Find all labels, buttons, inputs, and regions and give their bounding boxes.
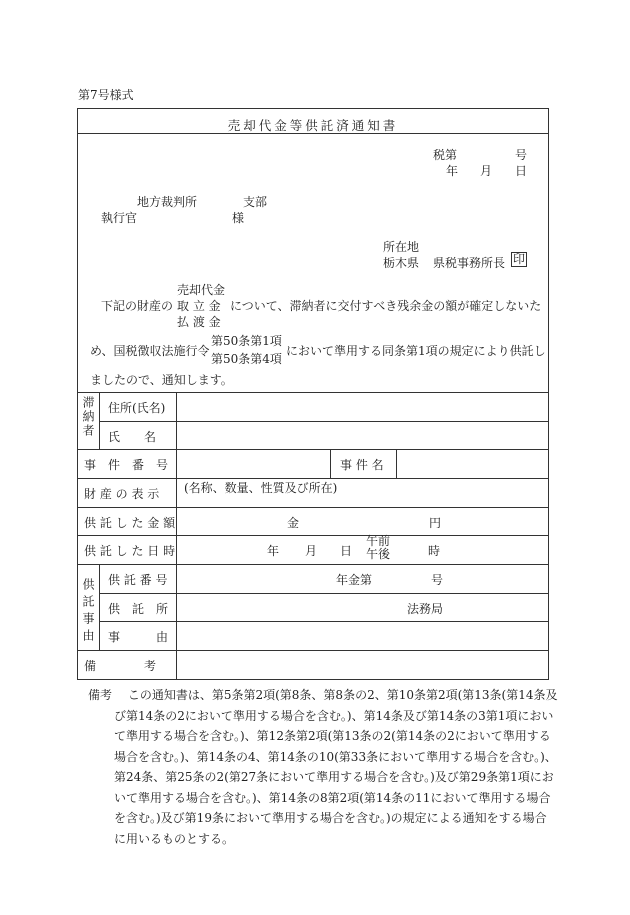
- rule-taxpayer-mid: [99, 421, 549, 422]
- rule-deposit-2: [99, 621, 549, 622]
- deposit-number-suffix: 号: [431, 573, 444, 587]
- notes-paragraph: [88, 685, 558, 849]
- form-title: 売却代金等供託済通知書: [227, 118, 399, 133]
- property-label: 財 産 の 表 示: [84, 487, 160, 501]
- article-a: 第50条第1項: [211, 334, 282, 348]
- deposit-group-label: 供託事由: [81, 578, 95, 646]
- addressee-branch: 支部: [243, 195, 268, 209]
- case-number-label: 事 件 番 号: [84, 458, 169, 472]
- deposit-am: 午前: [366, 534, 391, 548]
- taxpayer-group-divider: [99, 392, 100, 449]
- option-collected: 取 立 金: [177, 299, 221, 313]
- deposit-pm: 午後: [366, 547, 391, 561]
- deposit-date-year: 年: [267, 544, 280, 558]
- option-sale-proceeds: 売却代金: [177, 283, 226, 297]
- case-split-divider-2: [396, 449, 397, 478]
- body-line3: ましたので、通知します。: [90, 373, 233, 387]
- amount-label: 供 託 し た 金 額: [84, 516, 176, 530]
- title-divider: [77, 133, 549, 134]
- deposit-hour: 時: [428, 544, 441, 558]
- legal-affairs-bureau: 法務局: [407, 602, 444, 616]
- taxpayer-group-label: 滞納者: [81, 396, 95, 438]
- sender-office: 県税事務所長: [433, 256, 506, 270]
- property-hint: (名称、数量、性質及び所在): [184, 481, 338, 495]
- address-label: 住所(氏名): [108, 401, 166, 415]
- date-month: 月: [480, 164, 493, 178]
- rule-after-date: [77, 564, 549, 565]
- body-line2-post: において準用する同条第1項の規定により供託し: [286, 344, 546, 358]
- notes-block: [88, 685, 558, 849]
- sender-location-label: 所在地: [383, 240, 420, 254]
- deposit-office-label: 供 託 所: [108, 602, 169, 616]
- rule-after-property: [77, 507, 549, 508]
- case-name-label: 事 件 名: [340, 458, 384, 472]
- body-line1-pre: 下記の財産の: [101, 299, 174, 313]
- notes-text: この通知書は、第5条第2項(第8条、第8条の2、第10条第2項(第13条(第14条及び第14条の2において準用する場合を含む。)、第14条及び第14条の3第1項において準用する場合を含む。)、第12条第2項(第13条の2(第14条の2において準用する場合を含む。)、第14条の4、第14条の10(第33条において準用する場合を含む。)、第24条、第25条の2(第27条において準用する場合を含む。)及び第29条第1項において準用する場合を含む。)、第14条の8第2項(第14条の11において準用する場合を含む。)及び第19条において準用する場合を含む。)の規定による通知をする場合に用いるものとする。: [114, 688, 558, 846]
- option-paid-out: 払 渡 金: [177, 315, 221, 329]
- body-line1-post: について、滞納者に交付すべき残余金の額が確定しないた: [230, 299, 542, 313]
- label-column-divider: [176, 392, 177, 680]
- name-label: 氏 名: [108, 430, 157, 444]
- doc-number-prefix: 税第: [433, 148, 458, 162]
- amount-unit: 円: [429, 516, 442, 530]
- doc-number-suffix: 号: [515, 148, 528, 162]
- rule-after-deposit: [77, 650, 549, 651]
- body-line2-pre: め、国税徴収法施行令: [90, 344, 210, 358]
- date-year: 年: [446, 164, 459, 178]
- seal-mark: 印: [513, 252, 526, 266]
- remarks-label: 備 考: [84, 659, 157, 673]
- deposit-number-prefix: 年金第: [336, 573, 373, 587]
- amount-prefix: 金: [287, 516, 300, 530]
- table-top-rule: [77, 392, 549, 393]
- article-b: 第50条第4項: [211, 352, 282, 366]
- addressee-honorific: 様: [232, 211, 245, 225]
- deposit-number-label: 供 託 番 号: [108, 573, 168, 587]
- rule-after-taxpayer: [77, 449, 549, 450]
- addressee-court: 地方裁判所: [137, 195, 198, 209]
- addressee-officer: 執行官: [101, 211, 138, 225]
- rule-deposit-1: [99, 593, 549, 594]
- sender-prefecture: 栃木県: [383, 256, 420, 270]
- deposit-date-label: 供 託 し た 日 時: [84, 544, 176, 558]
- rule-after-amount: [77, 535, 549, 536]
- deposit-group-divider: [99, 564, 100, 650]
- date-day: 日: [515, 164, 528, 178]
- deposit-date-day: 日: [340, 544, 353, 558]
- deposit-date-month: 月: [305, 544, 318, 558]
- notes-label: 備考: [88, 688, 113, 702]
- reason-label: 事 由: [108, 630, 169, 644]
- case-split-divider-1: [330, 449, 331, 478]
- form-number: 第7号様式: [78, 88, 134, 102]
